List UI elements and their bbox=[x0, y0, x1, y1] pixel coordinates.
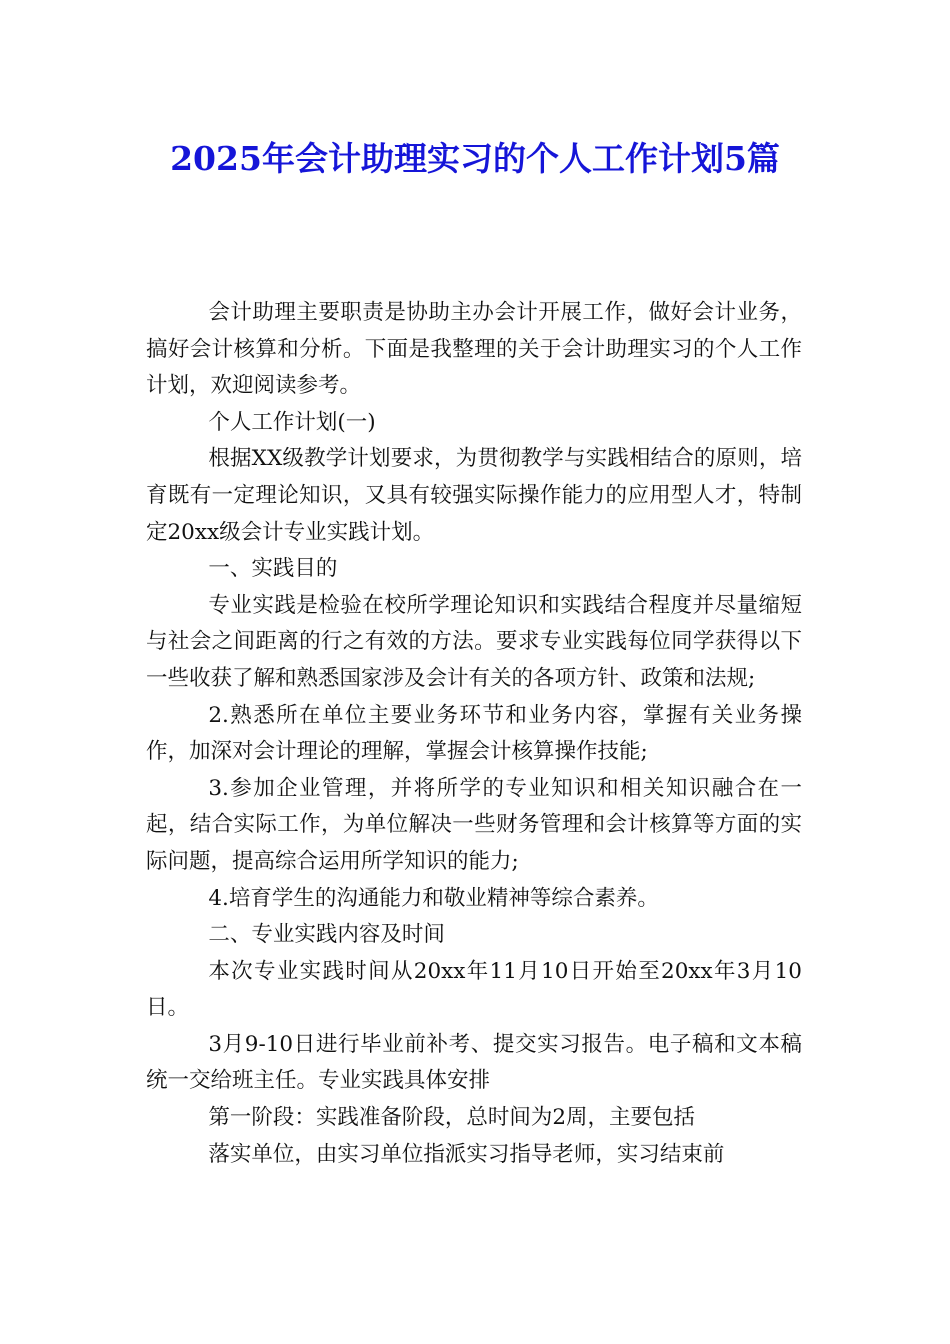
time-paragraph: 本次专业实践时间从20xx年11月10日开始至20xx年3月10日。 bbox=[146, 958, 802, 1021]
section-heading-plan-1: 个人工作计划(一) bbox=[208, 409, 376, 435]
purpose-paragraph: 专业实践是检验在校所学理论知识和实践结合程度并尽量缩短与社会之间距离的行之有效的方法。要求专业实践每位同学获得以下一些收获了解和熟悉国家涉及会计有关的各项方针、政策和法规; bbox=[146, 592, 802, 691]
section-heading-purpose: 一、实践目的 bbox=[208, 556, 338, 582]
stage-1-detail-paragraph: 落实单位，由实习单位指派实习指导老师，实习结束前 bbox=[208, 1141, 725, 1167]
document-body bbox=[146, 295, 802, 1173]
plan-background-paragraph: 根据XX级教学计划要求，为贯彻教学与实践相结合的原则，培育既有一定理论知识，又具有较强实际操作能力的应用型人才，特制定20xx级会计专业实践计划。 bbox=[146, 446, 802, 545]
report-paragraph: 3月9-10日进行毕业前补考、提交实习报告。电子稿和文本稿统一交给班主任。专业实践具体安排 bbox=[146, 1031, 802, 1094]
stage-1-paragraph: 第一阶段：实践准备阶段，总时间为2周，主要包括 bbox=[208, 1105, 696, 1131]
purpose-item-3: 3.参加企业管理，并将所学的专业知识和相关知识融合在一起，结合实际工作，为单位解决一些财务管理和会计核算等方面的实际问题，提高综合运用所学知识的能力; bbox=[146, 775, 802, 874]
document-title: 2025年会计助理实习的个人工作计划5篇 bbox=[170, 139, 780, 178]
purpose-item-2: 2.熟悉所在单位主要业务环节和业务内容，掌握有关业务操作，加深对会计理论的理解，掌握会计核算操作技能; bbox=[146, 702, 802, 765]
intro-paragraph: 会计助理主要职责是协助主办会计开展工作，做好会计业务，搞好会计核算和分析。下面是我整理的关于会计助理实习的个人工作计划，欢迎阅读参考。 bbox=[146, 300, 802, 399]
purpose-item-4: 4.培育学生的沟通能力和敬业精神等综合素养。 bbox=[208, 885, 659, 911]
section-heading-content-time: 二、专业实践内容及时间 bbox=[208, 922, 445, 948]
